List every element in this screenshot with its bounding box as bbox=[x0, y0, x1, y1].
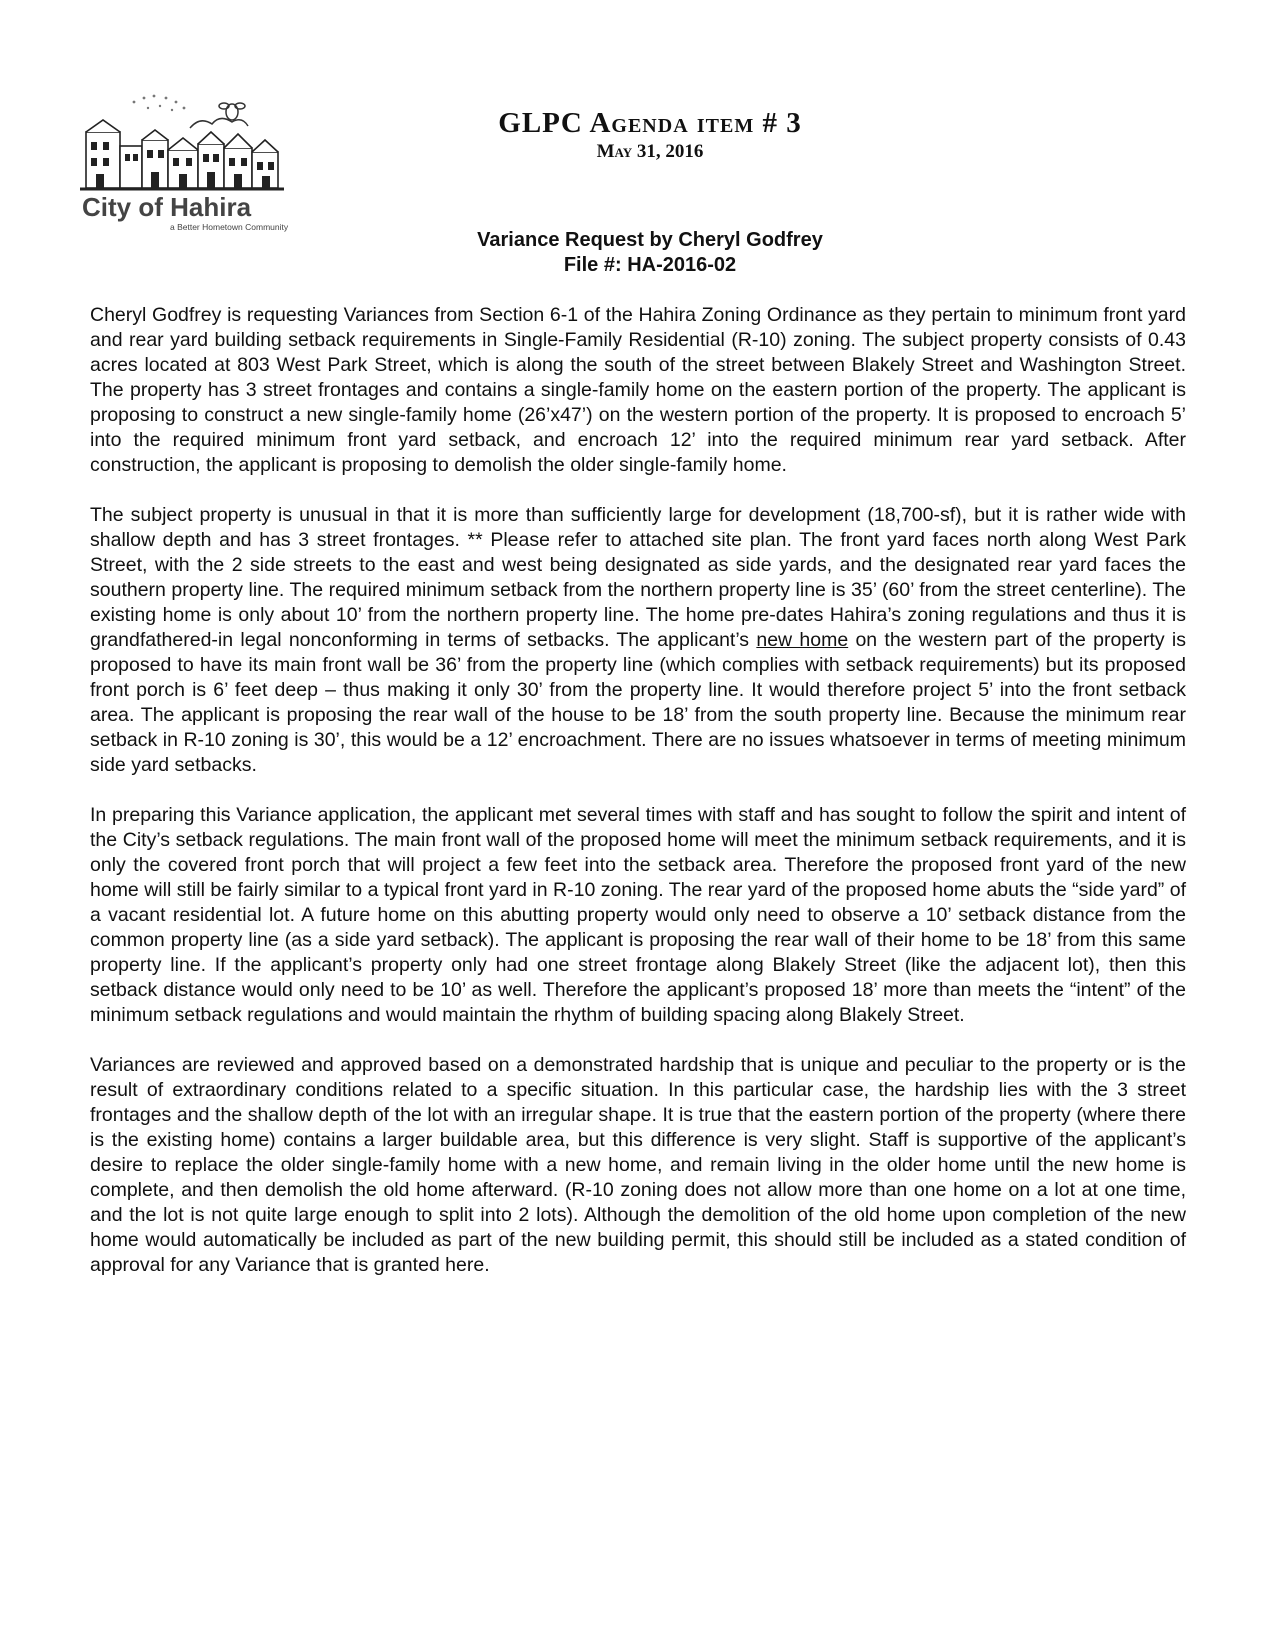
document-body bbox=[90, 303, 1186, 1303]
logo-tagline: a Better Hometown Community bbox=[170, 222, 289, 232]
new-home-underlined: new home bbox=[756, 629, 849, 651]
city-logo bbox=[74, 88, 294, 238]
city-skyline-icon bbox=[74, 88, 294, 238]
paragraph-2-part-1: The subject property is unusual in that it is more than sufficiently large for development (18,700-sf), but it is rather wide with shallow depth and has 3 street frontages. ** Please refer to attached site plan. The front yard faces north along West Park Street, with the 2 side streets to the east and west being designated as side yards, and the designated rear yard faces the southern property line. The required minimum setback from the northern property line is 35’ (60’ from the street centerline). The existing home is only about 10’ from the northern property line. The home pre-dates Hahira’s zoning regulations and thus it is grandfathered-in legal nonconforming in terms of setbacks. The applicant’s bbox=[90, 504, 1186, 651]
request-heading bbox=[300, 228, 1000, 278]
request-title: Variance Request by Cheryl Godfrey bbox=[477, 229, 823, 251]
agenda-date: May 31, 2016 bbox=[596, 141, 704, 162]
paragraph-2 bbox=[90, 503, 1186, 778]
paragraph-1: Cheryl Godfrey is requesting Variances from Section 6-1 of the Hahira Zoning Ordinance as they pertain to minimum front yard and rear yard building setback requirements in Single-Family Residential (R-10) zoning. The subject property consists of 0.43 acres located at 803 West Park Street, which is along the south of the street between Blakely Street and Washington Street. The property has 3 street frontages and contains a single-family home on the eastern portion of the property. The applicant is proposing to construct a new single-family home (26’x47’) on the western portion of the property. It is proposed to encroach 5’ into the required minimum front yard setback, and encroach 12’ into the required minimum rear yard setback. After construction, the applicant is proposing to demolish the older single-family home. bbox=[90, 304, 1186, 476]
paragraph-4: Variances are reviewed and approved based on a demonstrated hardship that is unique and peculiar to the property or is the result of extraordinary conditions related to a specific situation. In this particular case, the hardship lies with the 3 street frontages and the shallow depth of the lot with an irregular shape. It is true that the eastern portion of the property (where there is the existing home) contains a larger buildable area, but this difference is very slight. Staff is supportive of the applicant’s desire to replace the older single-family home with a new home, and remain living in the older home until the new home is complete, and then demolish the old home afterward. (R-10 zoning does not allow more than one home on a lot at one time, and the lot is not quite large enough to split into 2 lots). Although the demolition of the old home upon completion of the new home would automatically be included as part of the new building permit, this should still be included as a stated condition of approval for any Variance that is granted here. bbox=[90, 1054, 1186, 1276]
paragraph-2-part-2: on the western part of the property is proposed to have its main front wall be 36’ from the property line (which complies with setback requirements) but its proposed front porch is 6’ feet deep – thus making it only 30’ from the property line. It would therefore project 5’ into the front setback area. The applicant is proposing the rear wall of the house to be 18’ from the south property line. Because the minimum rear setback in R-10 zoning is 30’, this would be a 12’ encroachment. There are no issues whatsoever in terms of meeting minimum side yard setbacks. bbox=[90, 629, 1187, 776]
agenda-title: GLPC Agenda item # 3 bbox=[498, 107, 802, 139]
agenda-header bbox=[300, 106, 1000, 164]
logo-name: City of Hahira bbox=[82, 192, 252, 222]
paragraph-3: In preparing this Variance application, the applicant met several times with staff and has sought to follow the spirit and intent of the City’s setback regulations. The main front wall of the proposed home will meet the minimum setback requirements, and it is only the covered front porch that will project a few feet into the setback area. Therefore the proposed front yard of the new home will still be fairly similar to a typical front yard in R-10 zoning. The rear yard of the proposed home abuts the “side yard” of a vacant residential lot. A future home on this abutting property would only need to observe a 10’ setback distance from the common property line (as a side yard setback). The applicant is proposing the rear wall of their home to be 18’ from this same property line. If the applicant’s property only had one street frontage along Blakely Street (like the adjacent lot), then this setback distance would only need to be 10’ as well. Therefore the applicant’s proposed 18’ more than meets the “intent” of the minimum setback regulations and would maintain the rhythm of building spacing along Blakely Street. bbox=[90, 804, 1186, 1026]
file-number: File #: HA-2016-02 bbox=[563, 254, 737, 276]
